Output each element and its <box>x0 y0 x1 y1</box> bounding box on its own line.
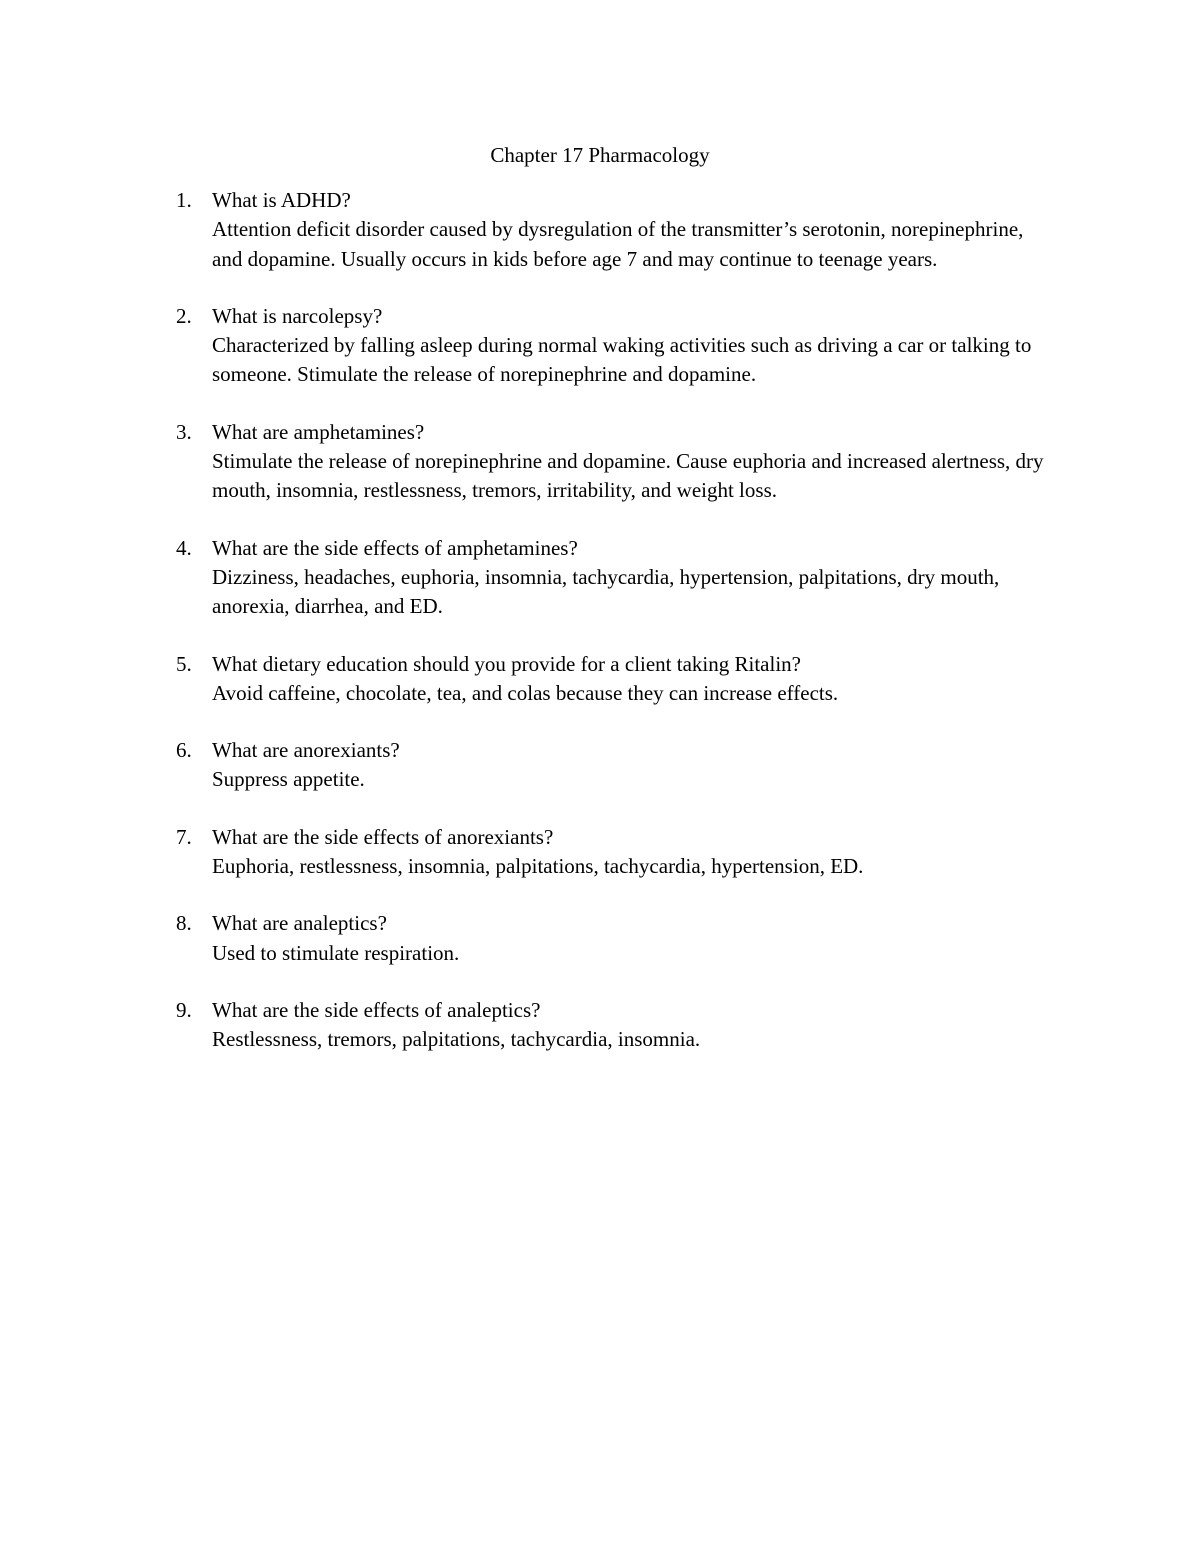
list-item <box>172 996 1052 1055</box>
list-item <box>172 302 1052 390</box>
answer-text: Restlessness, tremors, palpitations, tachycardia, insomnia. <box>212 1027 701 1052</box>
question-text: What are the side effects of analeptics? <box>212 997 541 1022</box>
item-number: 2. <box>176 303 192 328</box>
item-number: 6. <box>176 738 192 763</box>
list-item <box>172 650 1052 709</box>
page-title: Chapter 17 Pharmacology <box>490 143 710 167</box>
answer-text: Avoid caffeine, chocolate, tea, and colas because they can increase effects. <box>212 680 839 705</box>
list-item <box>172 534 1052 622</box>
answer-text: Used to stimulate respiration. <box>212 940 460 965</box>
item-number: 1. <box>176 188 192 212</box>
item-number: 8. <box>176 911 192 936</box>
answer-text: Attention deficit disorder caused by dysregulation of the transmitter’s serotonin, norepinephrine, and dopamine. Usually occurs in kids before age 7 and may continue to teenage years. <box>212 217 1024 271</box>
item-number: 5. <box>176 651 192 676</box>
list-item <box>172 736 1052 795</box>
list-item <box>172 909 1052 968</box>
answer-text: Suppress appetite. <box>212 767 365 792</box>
question-text: What are analeptics? <box>212 911 387 936</box>
question-list <box>172 186 1052 1083</box>
question-text: What are amphetamines? <box>212 419 425 444</box>
question-text: What dietary education should you provide for a client taking Ritalin? <box>212 651 801 676</box>
item-number: 7. <box>176 824 192 849</box>
question-text: What is narcolepsy? <box>212 303 383 328</box>
question-text: What are the side effects of anorexiants? <box>212 824 554 849</box>
item-number: 4. <box>176 535 192 560</box>
item-number: 3. <box>176 419 192 444</box>
list-item <box>172 418 1052 506</box>
item-number: 9. <box>176 997 192 1022</box>
list-item <box>172 823 1052 882</box>
answer-text: Stimulate the release of norepinephrine and dopamine. Cause euphoria and increased alertness, dry mouth, insomnia, restlessness, tremors, irritability, and weight loss. <box>212 449 1044 503</box>
answer-text: Dizziness, headaches, euphoria, insomnia, tachycardia, hypertension, palpitations, dry mouth, anorexia, diarrhea, and ED. <box>212 564 1000 619</box>
question-text: What are anorexiants? <box>212 738 400 763</box>
question-text: What is ADHD? <box>212 188 351 212</box>
answer-text: Characterized by falling asleep during normal waking activities such as driving a car or talking to someone. Stimulate the release of norepinephrine and dopamine. <box>212 333 1032 387</box>
question-text: What are the side effects of amphetamines? <box>212 535 578 560</box>
list-item <box>172 186 1052 274</box>
answer-text: Euphoria, restlessness, insomnia, palpitations, tachycardia, hypertension, ED. <box>212 854 864 879</box>
